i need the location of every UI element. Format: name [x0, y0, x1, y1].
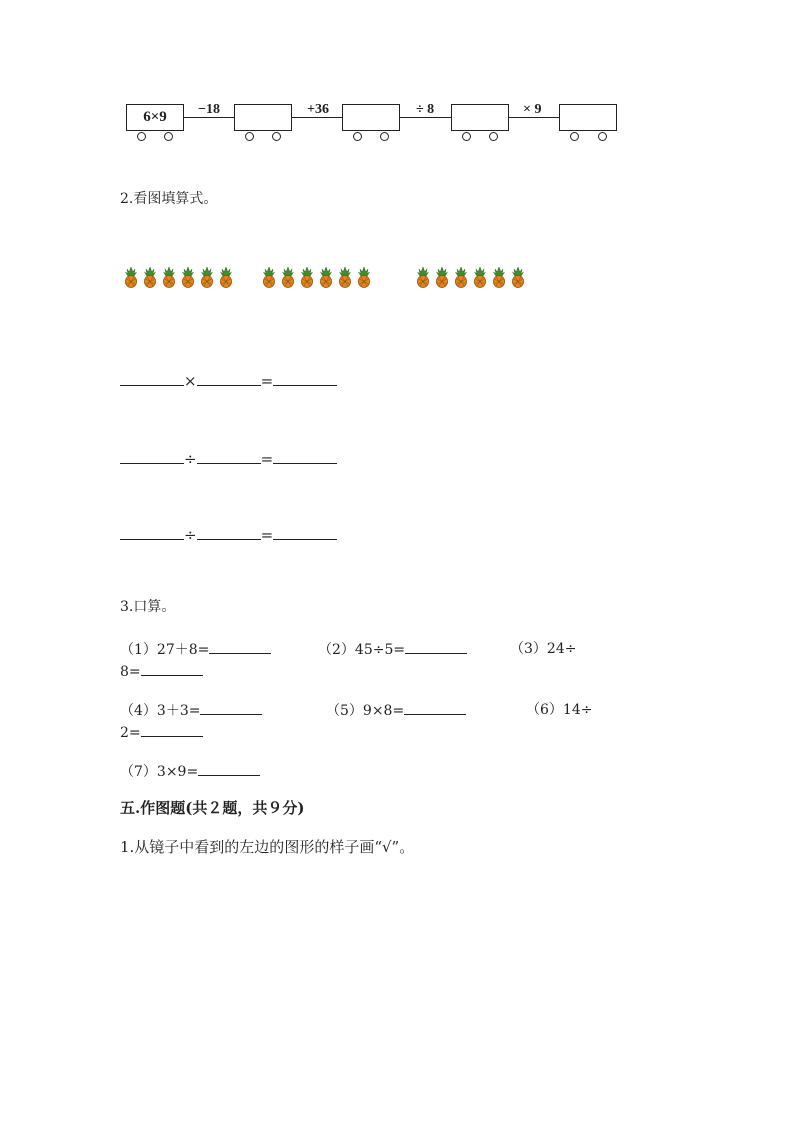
pineapple-icon [143, 266, 157, 288]
train-wheel [380, 132, 389, 141]
pineapple-icon [181, 266, 195, 288]
question-2-title: 2.看图填算式。 [120, 191, 218, 207]
train-wheel [598, 132, 607, 141]
answer-blank[interactable] [198, 760, 260, 776]
operator-sign: ÷ [184, 450, 197, 468]
pineapple-icon [262, 266, 276, 288]
equals-sign: = [260, 372, 274, 390]
train-wheel [164, 132, 173, 141]
pineapple-icon [511, 266, 525, 288]
train-car-4[interactable] [451, 104, 509, 131]
answer-blank[interactable] [197, 448, 261, 464]
train-wheel [353, 132, 362, 141]
answer-blank[interactable] [141, 660, 203, 676]
train-wheel [462, 132, 471, 141]
item-text: （4）3＋3= [120, 703, 201, 719]
mental-math-item-6-wrap [120, 721, 203, 741]
train-car-1: 6×9 [126, 104, 184, 131]
equation-row-2 [120, 448, 337, 468]
mental-math-item-5 [326, 699, 466, 720]
mental-math-item-7 [120, 760, 260, 781]
mental-math-item-6 [526, 699, 592, 719]
item-text: （6）14÷ [526, 702, 593, 718]
train-operator: +36 [307, 102, 329, 117]
pineapple-icon [124, 266, 138, 288]
answer-blank[interactable] [404, 699, 466, 715]
question-3-title: 3.口算。 [120, 599, 176, 615]
answer-blank[interactable] [120, 370, 184, 386]
pineapple-icon [300, 266, 314, 288]
item-text: （7）3×9= [120, 764, 199, 780]
train-wheel [570, 132, 579, 141]
train-operator: −18 [198, 102, 220, 117]
answer-blank[interactable] [200, 699, 262, 715]
answer-blank[interactable] [273, 524, 337, 540]
operator-sign: × [184, 372, 197, 390]
train-operator: ÷ 8 [416, 102, 435, 117]
pineapple-icon [416, 266, 430, 288]
train-car-2[interactable] [234, 104, 292, 131]
section-5-heading: 五.作图题(共２题，共９分) [120, 799, 305, 817]
item-text: 8= [120, 664, 141, 680]
item-text: （1）27＋8= [120, 642, 210, 658]
answer-blank[interactable] [209, 638, 271, 654]
answer-blank[interactable] [197, 370, 261, 386]
answer-blank[interactable] [120, 448, 184, 464]
pineapple-icon [454, 266, 468, 288]
train-wheel [137, 132, 146, 141]
pineapple-icon [492, 266, 506, 288]
pineapple-icon [162, 266, 176, 288]
pineapple-icon [281, 266, 295, 288]
pineapple-icon [473, 266, 487, 288]
mental-math-item-3-wrap [120, 660, 203, 680]
pineapple-icon [435, 266, 449, 288]
equation-row-1 [120, 370, 337, 390]
train-wheel [245, 132, 254, 141]
train-wheel [272, 132, 281, 141]
answer-blank[interactable] [273, 448, 337, 464]
train-wheel [489, 132, 498, 141]
equals-sign: = [260, 450, 274, 468]
equation-row-3 [120, 524, 337, 544]
pineapple-icon [357, 266, 371, 288]
pineapple-icon [200, 266, 214, 288]
mental-math-item-2 [318, 638, 467, 659]
item-text: （2）45÷5= [318, 642, 406, 658]
mental-math-item-1 [120, 638, 271, 659]
answer-blank[interactable] [197, 524, 261, 540]
item-text: （5）9×8= [326, 703, 405, 719]
equals-sign: = [260, 526, 274, 544]
item-text: （3）24÷ [510, 641, 577, 657]
pineapple-icon [338, 266, 352, 288]
train-car-3[interactable] [342, 104, 400, 131]
pineapple-icon [219, 266, 233, 288]
answer-blank[interactable] [120, 524, 184, 540]
answer-blank[interactable] [273, 370, 337, 386]
train-operator: × 9 [523, 102, 542, 117]
mental-math-item-4 [120, 699, 262, 720]
item-text: 2= [120, 725, 141, 741]
mental-math-item-3 [510, 638, 576, 658]
section-5-question-1: 1.从镜子中看到的左边的图形的样子画“√”。 [120, 838, 415, 856]
operator-sign: ÷ [184, 526, 197, 544]
answer-blank[interactable] [141, 721, 203, 737]
pineapple-icon [319, 266, 333, 288]
train-car-5[interactable] [559, 104, 617, 131]
answer-blank[interactable] [405, 638, 467, 654]
